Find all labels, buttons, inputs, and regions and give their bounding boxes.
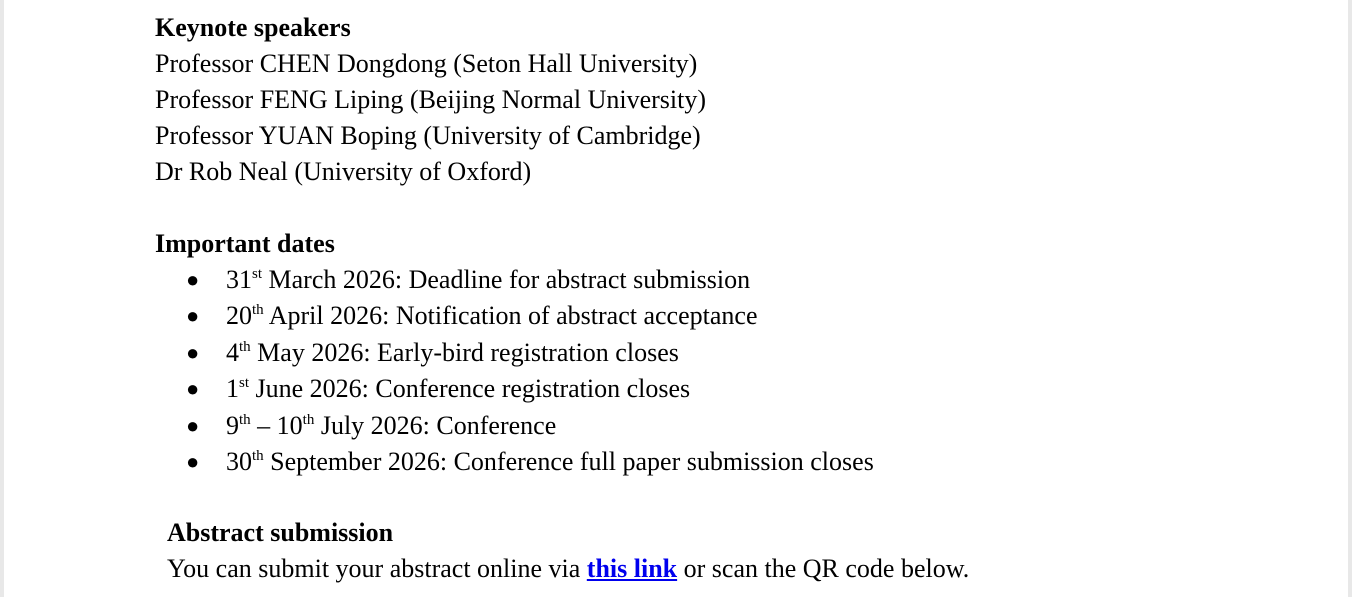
- bullet-icon: ●: [186, 267, 200, 292]
- speaker-line: Dr Rob Neal (University of Oxford): [155, 157, 532, 186]
- speaker-line: Professor CHEN Dongdong (Seton Hall University): [155, 49, 698, 78]
- document-page: [4, 0, 1348, 597]
- bullet-icon: ●: [186, 412, 200, 438]
- date-item: ● 30th September 2026: Conference full paper submission closes: [155, 444, 874, 480]
- dates-section: [155, 226, 874, 480]
- abstract-text: You can submit your abstract online via this link or scan the QR code below.: [167, 554, 970, 583]
- date-item: ● 31st March 2026: Deadline for abstract submission: [155, 262, 874, 298]
- keynote-heading: Keynote speakers: [155, 13, 351, 42]
- bullet-icon: ●: [186, 376, 200, 402]
- abstract-section: [167, 515, 969, 587]
- date-item: ● 9th – 10th July 2026: Conference: [155, 408, 874, 444]
- speaker-line: Professor FENG Liping (Beijing Normal University): [155, 85, 706, 114]
- date-item: ● 1st June 2026: Conference registration closes: [155, 371, 874, 407]
- speaker-line: Professor YUAN Boping (University of Cambridge): [155, 121, 701, 150]
- bullet-icon: ●: [186, 448, 200, 474]
- abstract-heading: Abstract submission: [167, 518, 394, 547]
- date-item: ● 4th May 2026: Early-bird registration closes: [155, 335, 874, 371]
- keynote-section: [155, 10, 706, 190]
- dates-list: [155, 262, 874, 480]
- dates-heading: Important dates: [155, 229, 335, 258]
- bullet-icon: ●: [186, 303, 200, 329]
- bullet-icon: ●: [186, 339, 200, 365]
- date-item: ● 20th April 2026: Notification of abstract acceptance: [155, 298, 874, 334]
- abstract-link[interactable]: this link: [586, 554, 678, 583]
